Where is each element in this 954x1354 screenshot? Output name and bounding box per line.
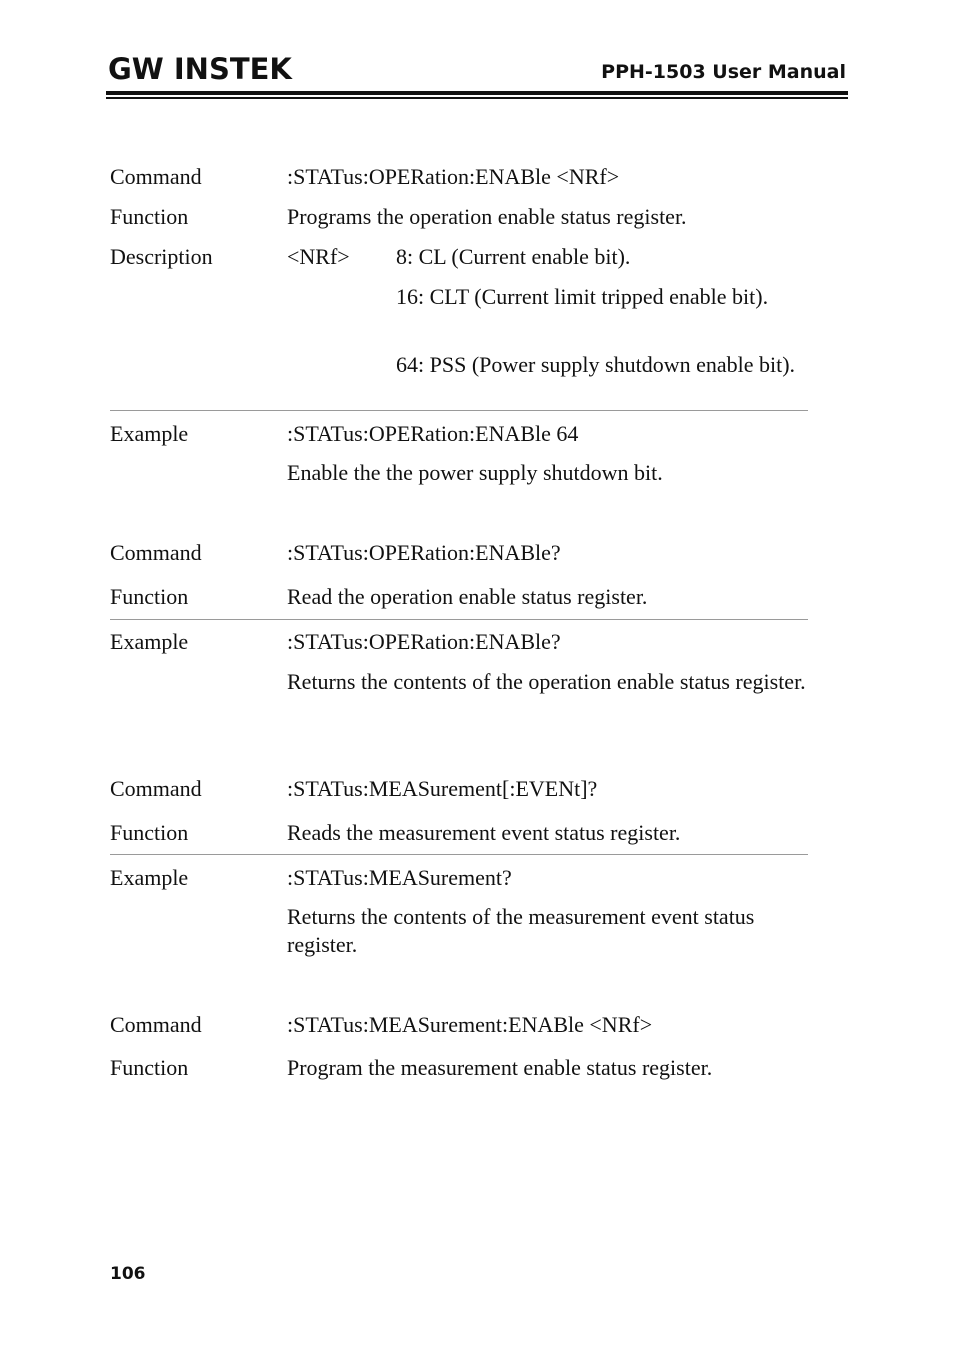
function-text: Programs the operation enable status register. (287, 204, 687, 229)
manual-title: PPH-1503 User Manual (601, 61, 846, 83)
function-label: Function (110, 204, 189, 229)
page-number: 106 (110, 1264, 146, 1284)
command-syntax: :STATus:MEASurement:ENABle <NRf> (287, 1012, 653, 1037)
command-label: Command (110, 1012, 202, 1037)
parameter-option: 8: CL (Current enable bit). (396, 244, 631, 269)
function-text: Read the operation enable status register. (287, 584, 648, 609)
header-rule-thick (106, 91, 848, 95)
example-command: :STATus:OPERation:ENABle 64 (287, 421, 579, 446)
example-label: Example (110, 865, 189, 890)
parameter-option: 64: PSS (Power supply shutdown enable bit). (396, 352, 796, 377)
command-label: Command (110, 540, 202, 565)
example-command: :STATus:MEASurement? (287, 865, 512, 890)
example-text: Enable the the power supply shutdown bit. (287, 460, 663, 485)
command-label: Command (110, 164, 202, 189)
function-label: Function (110, 820, 189, 845)
section-divider (110, 854, 808, 855)
header-rule-thin (106, 97, 848, 99)
parameter-option: 16: CLT (Current limit tripped enable bit). (396, 284, 769, 309)
command-label: Command (110, 776, 202, 801)
function-text: Reads the measurement event status register. (287, 820, 681, 845)
command-syntax: :STATus:MEASurement[:EVENt]? (287, 776, 598, 801)
function-text: Program the measurement enable status register. (287, 1055, 713, 1080)
section-divider (110, 619, 808, 620)
description-label: Description (110, 244, 213, 269)
example-text: Returns the contents of the operation enable status register. (287, 669, 806, 694)
parameter-name: <NRf> (287, 244, 350, 269)
command-syntax: :STATus:OPERation:ENABle? (287, 540, 561, 565)
function-label: Function (110, 1055, 189, 1080)
example-command: :STATus:OPERation:ENABle? (287, 629, 561, 654)
brand-logo: GW INSTEK (108, 52, 292, 86)
command-syntax: :STATus:OPERation:ENABle <NRf> (287, 164, 620, 189)
function-label: Function (110, 584, 189, 609)
section-divider (110, 410, 808, 411)
example-label: Example (110, 629, 189, 654)
example-label: Example (110, 421, 189, 446)
example-text: Returns the contents of the measurement event status register. (287, 904, 755, 957)
